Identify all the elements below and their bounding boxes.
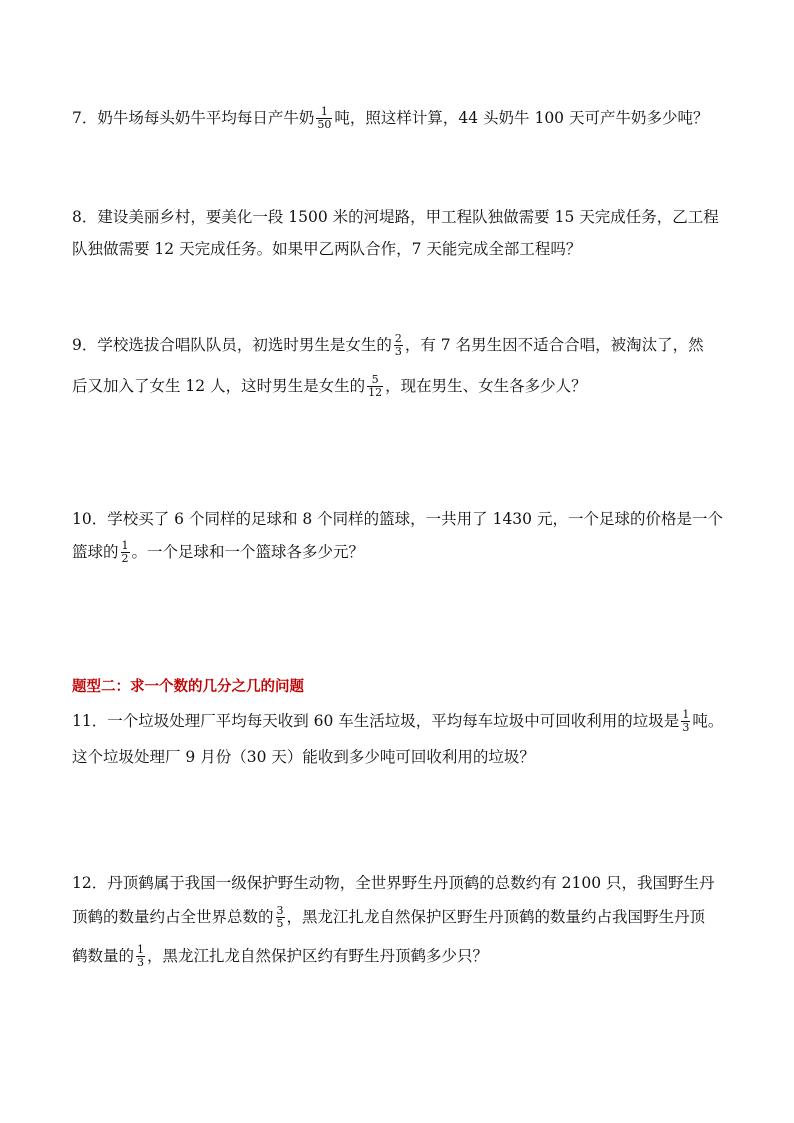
- question-12-text: ，黑龙江扎龙自然保护区约有野生丹顶鹤多少只？: [147, 947, 489, 965]
- fraction: [276, 905, 285, 930]
- question-11-line-1: [72, 709, 723, 735]
- question-7-text: 7．奶牛场每头奶牛平均每日产牛奶: [72, 109, 315, 127]
- fraction-denominator: 2: [121, 551, 129, 565]
- fraction-denominator: 3: [394, 344, 402, 358]
- fraction-numerator: 3: [276, 903, 284, 917]
- fraction: [136, 944, 145, 969]
- fraction-numerator: 1: [137, 942, 145, 956]
- question-9-text: 9．学校选拔合唱队队员，初选时男生是女生的: [72, 336, 392, 354]
- question-12-text: 顶鹤的数量约占全世界总数的: [72, 908, 274, 926]
- fraction: [394, 333, 403, 358]
- question-9-text: 后又加入了女生 12 人，这时男生是女生的: [72, 377, 366, 395]
- fraction-denominator: 12: [368, 385, 383, 399]
- question-12-text: 鹤数量的: [72, 947, 135, 965]
- fraction: [367, 374, 383, 399]
- question-11-text: 吨。: [692, 712, 724, 730]
- question-9-line-2: [72, 374, 587, 400]
- fraction: [316, 106, 332, 131]
- question-7-text: 吨，照这样计算，44 头奶牛 100 天可产牛奶多少吨？: [334, 109, 709, 127]
- question-11-line-2: 这个垃圾处理厂 9 月份（30 天）能收到多少吨可回收利用的垃圾？: [72, 748, 535, 766]
- question-8-line-1: 8．建设美丽乡村，要美化一段 1500 米的河堤路，甲工程队独做需要 15 天完成任务，乙工程: [72, 208, 719, 226]
- question-12-text: ，黑龙江扎龙自然保护区野生丹顶鹤的数量约占我国野生丹顶: [286, 908, 706, 926]
- question-10-text: 。一个足球和一个篮球各多少元？: [131, 543, 365, 561]
- fraction-numerator: 1: [121, 538, 129, 552]
- fraction-denominator: 50: [317, 117, 332, 131]
- fraction-numerator: 5: [371, 372, 379, 386]
- question-10-text: 篮球的: [72, 543, 119, 561]
- question-9-text: ，现在男生、女生各多少人？: [385, 377, 587, 395]
- fraction-denominator: 5: [276, 916, 284, 930]
- question-8-line-2: 队独做需要 12 天完成任务。如果甲乙两队合作，7 天能完成全部工程吗？: [72, 240, 582, 258]
- question-9-line-1: [72, 333, 704, 359]
- question-12-line-2: [72, 905, 705, 931]
- question-10-line-2: [72, 540, 364, 566]
- question-10-line-1: 10．学校买了 6 个同样的足球和 8 个同样的篮球，一共用了 1430 元，一个足球的价格是一个: [72, 510, 723, 528]
- fraction-numerator: 2: [394, 331, 402, 345]
- question-12-line-3: [72, 944, 488, 970]
- fraction-numerator: 1: [320, 104, 328, 118]
- fraction-numerator: 1: [682, 707, 690, 721]
- fraction-denominator: 3: [682, 720, 690, 734]
- question-9-text: ，有 7 名男生因不适合合唱，被淘汰了，然: [404, 336, 704, 354]
- fraction: [121, 540, 130, 565]
- fraction: [681, 709, 690, 734]
- question-12-line-1: 12．丹顶鹤属于我国一级保护野生动物，全世界野生丹顶鹤的总数约有 2100 只，我国野生丹: [72, 874, 715, 892]
- fraction-denominator: 3: [137, 955, 145, 969]
- question-11-text: 11．一个垃圾处理厂平均每天收到 60 车生活垃圾，平均每车垃圾中可回收利用的垃圾是: [72, 712, 680, 730]
- question-7: [72, 106, 708, 132]
- section-title: 题型二：求一个数的几分之几的问题: [72, 678, 304, 695]
